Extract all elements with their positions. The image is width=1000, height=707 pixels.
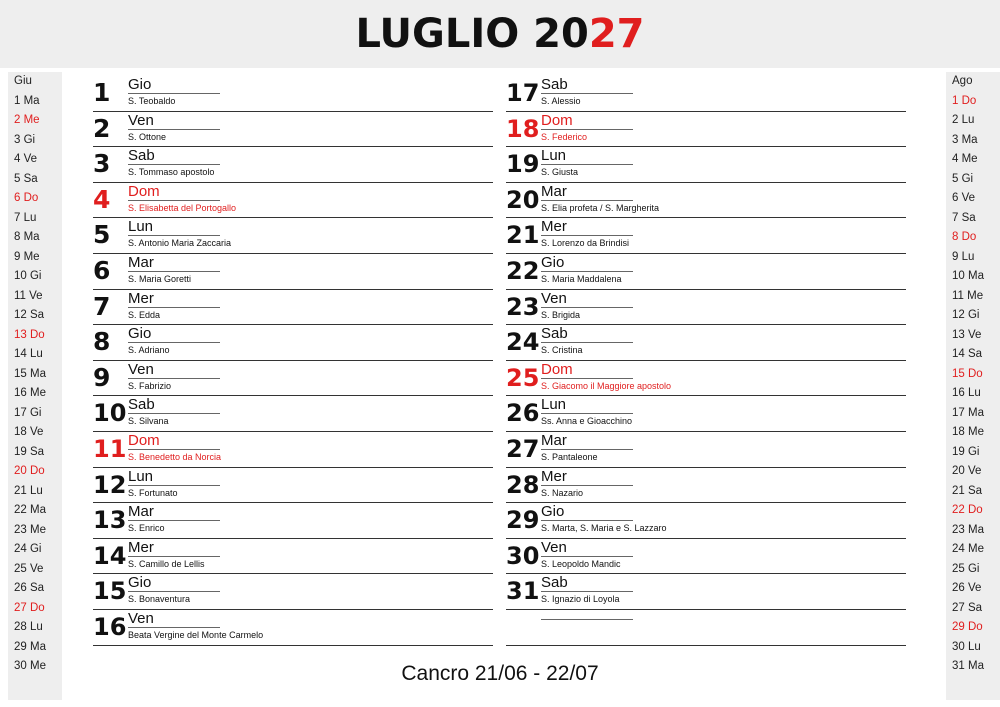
mini-calendar-day: 26 Sa [14,582,45,594]
day-row [506,76,906,112]
saint-name: S. Camillo de Lellis [128,558,205,569]
weekday-name: Lun [541,147,633,165]
day-number: 11 [93,434,127,463]
mini-calendar-day: 21 Lu [14,484,43,497]
mini-calendar-day: 20 Do [14,465,45,477]
weekday-name: Gio [128,325,220,343]
weekday-name: Ven [128,361,220,379]
saint-name: S. Leopoldo Mandic [541,558,621,569]
mini-calendar-day: 25 Ve [14,562,44,575]
day-number: 27 [506,434,540,463]
month-title [355,10,644,58]
mini-calendar-day: 3 Ma [952,133,978,146]
mini-calendar-day: 26 Ve [952,582,982,594]
weekday-name: Mar [128,503,220,521]
mini-calendar-day: 14 Sa [952,348,983,360]
mini-calendar-day: 27 Do [14,601,45,614]
mini-calendar-day: 7 Lu [14,211,37,224]
weekday-name: Gio [541,503,633,521]
day-row [93,503,493,539]
mini-calendar-day: 15 Ma [14,367,46,380]
mini-calendar-day: 24 Gi [14,543,42,555]
day-number: 24 [506,328,540,357]
saint-name: S. Fortunato [128,487,178,498]
weekday-name: Mar [541,183,633,201]
calendar-header [0,0,1000,68]
day-number: 1 [93,78,111,107]
mini-calendar-day: 2 Lu [952,114,975,126]
day-number: 26 [506,399,540,428]
mini-calendar-day: 27 Sa [952,601,983,614]
mini-calendar-day: 23 Ma [952,523,984,536]
mini-calendar-day: 11 Ve [14,289,43,302]
day-number: 28 [506,470,540,499]
mini-calendar-day: 5 Gi [952,172,974,185]
weekday-name: Lun [128,468,220,486]
weekday-name: Ven [541,290,633,308]
next-month-title: Ago [952,75,973,87]
mini-calendar-day: 16 Me [14,387,46,399]
saint-name: Beata Vergine del Monte Carmelo [128,629,264,640]
weekday-name: Mer [541,468,633,486]
day-number: 9 [93,362,111,392]
day-row [506,254,906,290]
mini-calendar-day: 13 Do [14,328,45,341]
day-number: 4 [93,184,111,214]
previous-month-strip [8,72,62,700]
next-month-strip [946,72,1000,700]
saint-name: S. Brigida [541,309,581,320]
day-number: 31 [506,577,540,606]
mini-calendar-day: 19 Gi [952,445,980,458]
mini-calendar-day: 17 Ma [952,406,984,419]
day-number: 14 [93,541,127,570]
empty-day-row [506,610,906,646]
weekday-name: Ven [541,539,633,557]
weekday-name: Sab [541,325,633,343]
saint-name: S. Teobaldo [128,96,176,106]
day-number: 17 [506,79,540,107]
day-row [506,183,906,219]
day-number: 15 [93,577,127,606]
mini-calendar-day: 31 Ma [952,660,984,672]
weekday-name: Mar [541,432,633,450]
day-number: 6 [93,255,111,285]
day-number: 2 [93,113,111,143]
weekday-name: Gio [541,254,633,272]
day-row [506,361,906,397]
day-row [93,290,493,326]
saint-name: S. Elisabetta del Portogallo [128,202,237,213]
day-row [93,218,493,254]
mini-calendar-day: 25 Gi [952,562,980,575]
saint-name: Ss. Anna e Gioacchino [541,416,633,427]
mini-calendar-day: 14 Lu [14,348,43,360]
day-number: 30 [506,541,540,570]
weekday-name: Mar [128,254,220,272]
weekday-name: Dom [541,361,633,379]
saint-name: S. Bonaventura [128,594,191,605]
saint-name: S. Elia profeta / S. Margherita [541,202,660,213]
day-number: 7 [93,291,111,321]
mini-calendar-day: 1 Ma [14,94,40,107]
mini-calendar-day: 12 Sa [14,309,45,321]
day-number: 8 [93,327,111,357]
day-row [506,574,906,610]
saint-name: S. Ottone [128,131,167,142]
day-row [506,147,906,183]
day-number: 22 [506,256,540,285]
weekday-name: Ven [128,112,220,130]
day-number: 20 [506,185,540,214]
mini-calendar-day: 7 Sa [952,211,976,224]
saint-name: S. Adriano [128,345,170,356]
day-row [93,610,493,646]
mini-calendar-day: 10 Ma [952,270,984,282]
day-row [93,539,493,575]
mini-calendar-day: 4 Me [952,153,978,165]
day-row [506,468,906,504]
saint-name: S. Giusta [541,167,579,178]
mini-calendar-day: 29 Do [952,621,983,633]
day-number: 3 [93,149,111,179]
day-number: 16 [93,612,127,641]
mini-calendar-day: 21 Sa [952,484,983,497]
day-row [93,361,493,397]
saint-name: S. Ignazio di Loyola [541,594,620,605]
day-row [506,325,906,361]
mini-calendar-day: 30 Me [14,660,46,672]
weekday-name: Dom [541,112,633,130]
mini-calendar-day: 18 Ve [14,426,44,438]
weekday-name: Mer [128,290,220,308]
day-row [506,539,906,575]
mini-calendar-day: 8 Ma [14,231,40,243]
mini-calendar-day: 9 Me [14,250,40,263]
mini-calendar-day: 16 Lu [952,387,981,399]
day-number: 13 [93,506,127,535]
day-row [93,112,493,148]
day-row [506,218,906,254]
day-number: 18 [506,114,540,143]
mini-calendar-day: 30 Lu [952,640,981,653]
saint-name: S. Nazario [541,487,584,498]
day-number: 19 [506,150,540,179]
weekday-name: Sab [128,396,220,414]
mini-calendar-day: 5 Sa [14,172,38,185]
day-row [93,76,493,112]
day-row [506,290,906,326]
weekday-name: Sab [541,76,633,94]
saint-name: S. Pantaleone [541,451,598,462]
mini-calendar-day: 12 Gi [952,309,980,321]
month-title-main: LUGLIO 20 [355,11,589,57]
saint-name: S. Antonio Maria Zaccaria [128,238,232,249]
mini-calendar-day: 2 Me [14,114,40,126]
weekday-name: Sab [541,574,633,592]
saint-name: S. Giacomo il Maggiore apostolo [541,380,672,391]
mini-calendar-day: 9 Lu [952,250,975,263]
day-row [93,396,493,432]
saint-name: S. Federico [541,131,588,142]
saint-name: S. Enrico [128,523,165,534]
saint-name: S. Benedetto da Norcia [128,451,222,462]
weekday-name: Dom [128,183,220,201]
zodiac-footer: Cancro 21/06 - 22/07 [401,662,599,685]
mini-calendar-day: 17 Gi [14,406,42,419]
days-column-right [506,76,906,646]
mini-calendar-day: 20 Ve [952,465,982,477]
weekday-name: Ven [128,610,220,628]
saint-name: S. Maria Maddalena [541,273,622,284]
mini-calendar-day: 24 Me [952,543,984,555]
day-number: 12 [93,470,127,499]
day-row [506,112,906,148]
weekday-name: Lun [541,396,633,414]
saint-name: S. Cristina [541,345,583,356]
previous-month-title: Giu [14,75,32,87]
mini-calendar-day: 4 Ve [14,153,38,165]
weekday-name: Sab [128,147,220,165]
day-number: 29 [506,506,540,535]
mini-calendar-day: 28 Lu [14,621,43,633]
mini-calendar-day: 1 Do [952,94,977,107]
weekday-name: Dom [128,432,220,450]
day-number: 25 [506,363,540,392]
saint-name: S. Lorenzo da Brindisi [541,238,630,249]
saint-name: S. Alessio [541,96,581,106]
saint-name: S. Silvana [128,416,169,427]
mini-calendar-day: 15 Do [952,367,983,380]
day-row [93,254,493,290]
mini-calendar-day: 8 Do [952,231,977,243]
days-column-left [93,76,493,646]
saint-name: S. Maria Goretti [128,273,192,284]
mini-calendar-day: 29 Ma [14,640,46,653]
saint-name: S. Fabrizio [128,380,172,391]
saint-name: S. Marta, S. Maria e S. Lazzaro [541,523,667,534]
day-row [506,396,906,432]
weekday-name: Mer [541,218,633,236]
day-number: 5 [93,220,111,250]
day-row [93,432,493,468]
saint-name: S. Edda [128,309,161,320]
mini-calendar-day: 23 Me [14,523,46,536]
mini-calendar-day: 3 Gi [14,133,36,146]
day-number: 21 [506,221,540,250]
mini-calendar-day: 10 Gi [14,270,42,282]
weekday-name: Gio [128,574,220,592]
day-row [93,325,493,361]
mini-calendar-day: 13 Ve [952,328,982,341]
weekday-name: Gio [128,76,220,94]
day-row [93,468,493,504]
mini-calendar-day: 22 Do [952,504,983,516]
weekday-name: Lun [128,218,220,236]
month-title-year-end: 27 [588,11,645,57]
mini-calendar-day: 22 Ma [14,504,46,516]
mini-calendar-day: 6 Do [14,192,39,204]
saint-name: S. Tommaso apostolo [128,167,215,178]
day-row [93,147,493,183]
mini-calendar-day: 19 Sa [14,445,45,458]
day-row [93,183,493,219]
mini-calendar-day: 11 Me [952,289,984,302]
weekday-name: Mer [128,539,220,557]
empty-line [541,619,633,620]
day-row [506,432,906,468]
mini-calendar-day: 6 Ve [952,192,976,204]
day-number: 23 [506,292,540,321]
mini-calendar-day: 18 Me [952,426,984,438]
day-number: 10 [93,399,127,428]
day-row [93,574,493,610]
day-row [506,503,906,539]
